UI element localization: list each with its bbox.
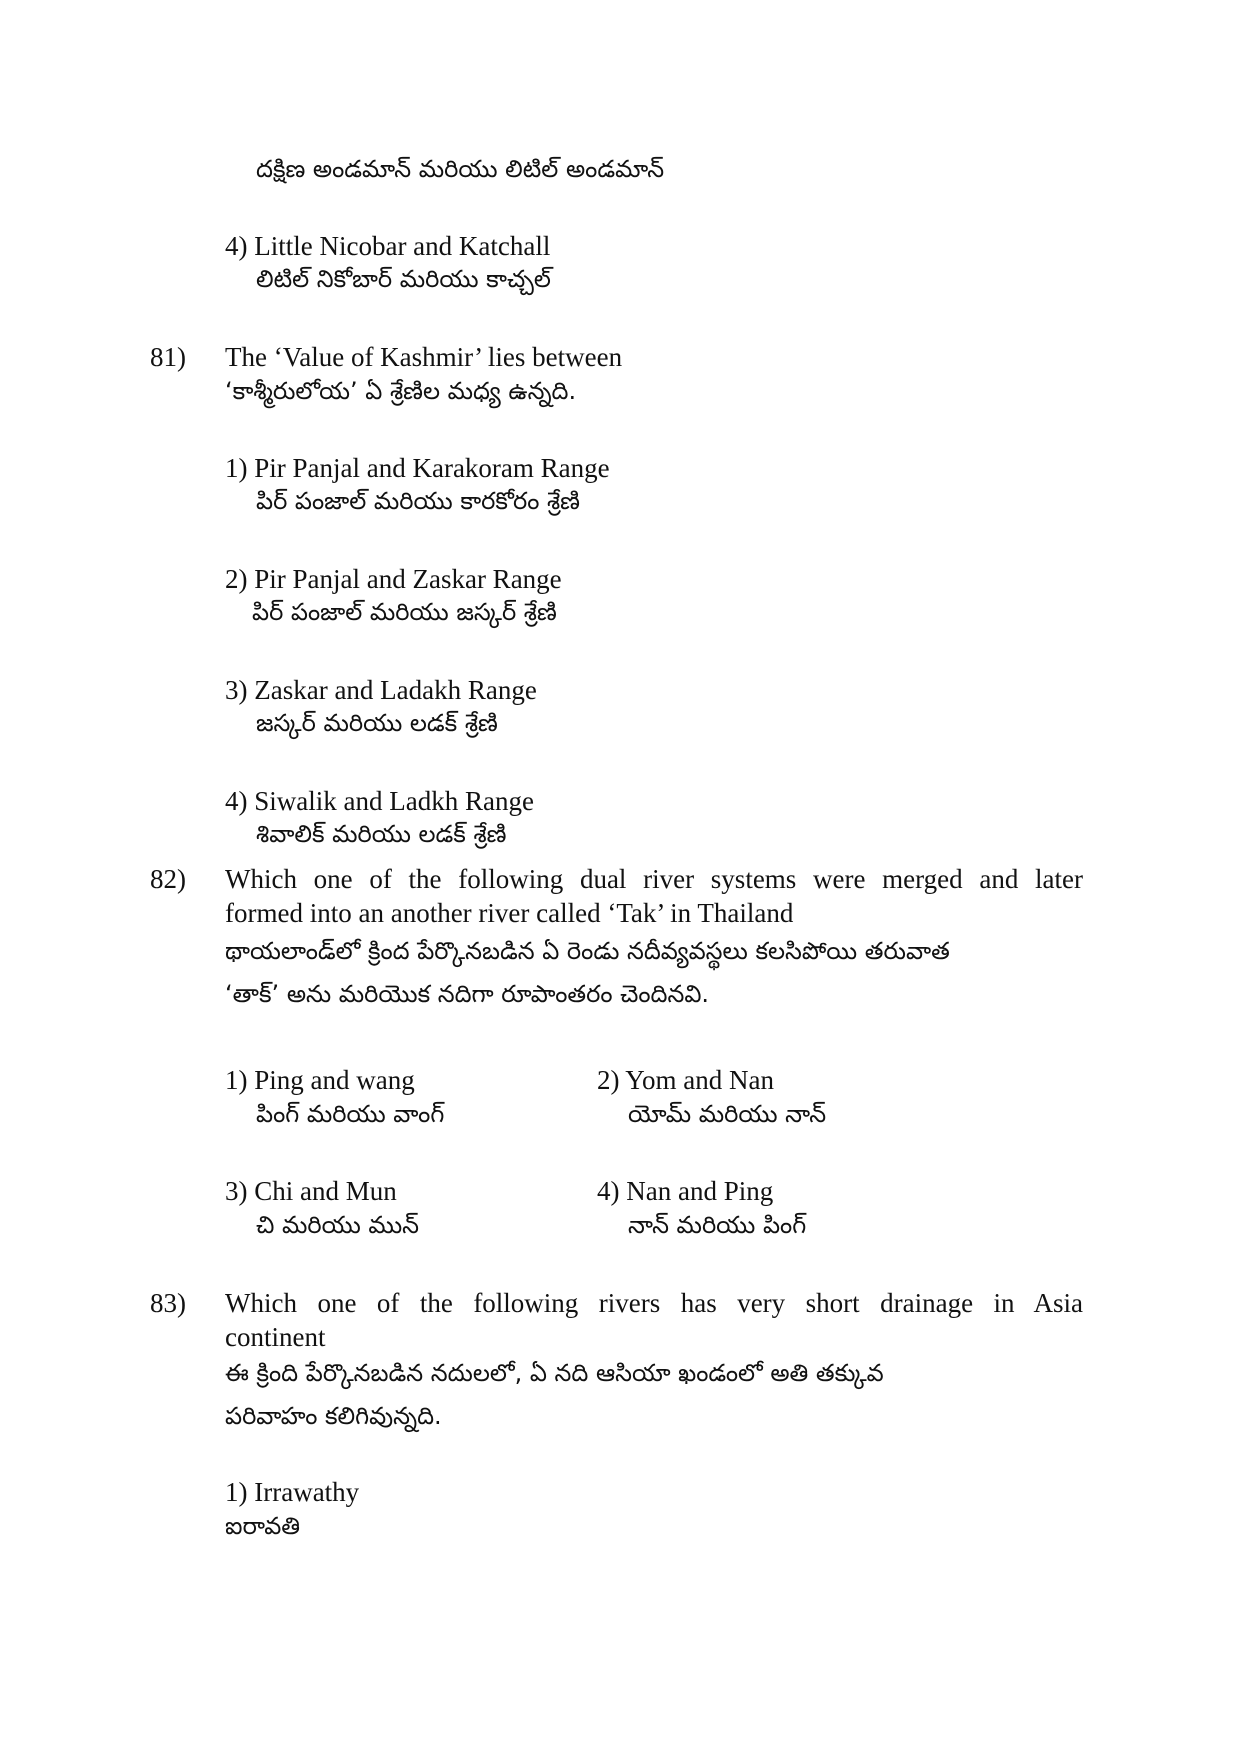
q83-text-telugu-line2: పరివాహం కలిగివున్నది. bbox=[225, 1402, 442, 1430]
q82-option2-telugu: యోమ్ మరియు నాన్ bbox=[628, 1100, 827, 1128]
q81-option3-telugu: జస్కర్ మరియు లడక్ శ్రేణి bbox=[256, 709, 498, 737]
q83-text-telugu-line1: ఈ క్రింది పేర్కొనబడిన నదులలో, ఏ నది ఆసియా ఖండంలో అతి తక్కువ bbox=[225, 1359, 884, 1387]
q82-option3-telugu: చి మరియు మున్ bbox=[256, 1211, 419, 1239]
q81-option3-english: 3) Zaskar and Ladakh Range bbox=[225, 675, 537, 705]
q81-text-telugu: ‘కాశ్మీరులోయ’ ఏ శ్రేణిల మధ్య ఉన్నది. bbox=[225, 377, 577, 405]
q80-option3-telugu: దక్షిణ అండమాన్ మరియు లిటిల్ అండమాన్ bbox=[256, 155, 665, 183]
q81-number: 81) bbox=[150, 342, 186, 372]
q82-text-english-line2: formed into an another river called ‘Tak’ in Thailand bbox=[225, 898, 794, 928]
q82-option1-english: 1) Ping and wang bbox=[225, 1065, 415, 1095]
q80-option4-english: 4) Little Nicobar and Katchall bbox=[225, 231, 551, 261]
q81-text-english: The ‘Value of Kashmir’ lies between bbox=[225, 342, 623, 372]
q83-text-english-line1: Which one of the following rivers has very short drainage in Asia bbox=[225, 1288, 1083, 1318]
q82-text-telugu-line1: థాయలాండ్‌లో క్రింద పేర్కొనబడిన ఏ రెండు నదీవ్యవస్థలు కలసిపోయి తరువాత bbox=[225, 937, 950, 965]
q82-option4-english: 4) Nan and Ping bbox=[597, 1176, 774, 1206]
q81-option1-english: 1) Pir Panjal and Karakoram Range bbox=[225, 453, 610, 483]
q81-option2-english: 2) Pir Panjal and Zaskar Range bbox=[225, 564, 562, 594]
q82-text-english-line1: Which one of the following dual river systems were merged and later bbox=[225, 864, 1083, 894]
q82-option3-english: 3) Chi and Mun bbox=[225, 1176, 397, 1206]
q83-number: 83) bbox=[150, 1288, 186, 1318]
q81-option2-telugu: పిర్ పంజాల్ మరియు జస్కర్ శ్రేణి bbox=[252, 598, 557, 626]
q82-option1-telugu: పింగ్ మరియు వాంగ్ bbox=[256, 1100, 445, 1128]
q81-option1-telugu: పిర్ పంజాల్ మరియు కారకోరం శ్రేణి bbox=[256, 487, 581, 515]
q83-text-english-line2: continent bbox=[225, 1322, 326, 1352]
q82-number: 82) bbox=[150, 864, 186, 894]
q82-option2-english: 2) Yom and Nan bbox=[597, 1065, 775, 1095]
q81-option4-telugu: శివాలిక్ మరియు లడక్ శ్రేణి bbox=[256, 820, 507, 848]
q83-option1-telugu: ఐరావతి bbox=[225, 1512, 301, 1540]
q82-option4-telugu: నాన్ మరియు పింగ్ bbox=[628, 1211, 807, 1239]
q81-option4-english: 4) Siwalik and Ladkh Range bbox=[225, 786, 534, 816]
q80-option4-telugu: లిటిల్ నికోబార్ మరియు కాచ్చల్ bbox=[256, 265, 551, 293]
q82-text-telugu-line2: ‘తాక్’ అను మరియొక నదిగా రూపాంతరం చెందినవి. bbox=[225, 980, 710, 1008]
q83-option1-english: 1) Irrawathy bbox=[225, 1477, 360, 1507]
